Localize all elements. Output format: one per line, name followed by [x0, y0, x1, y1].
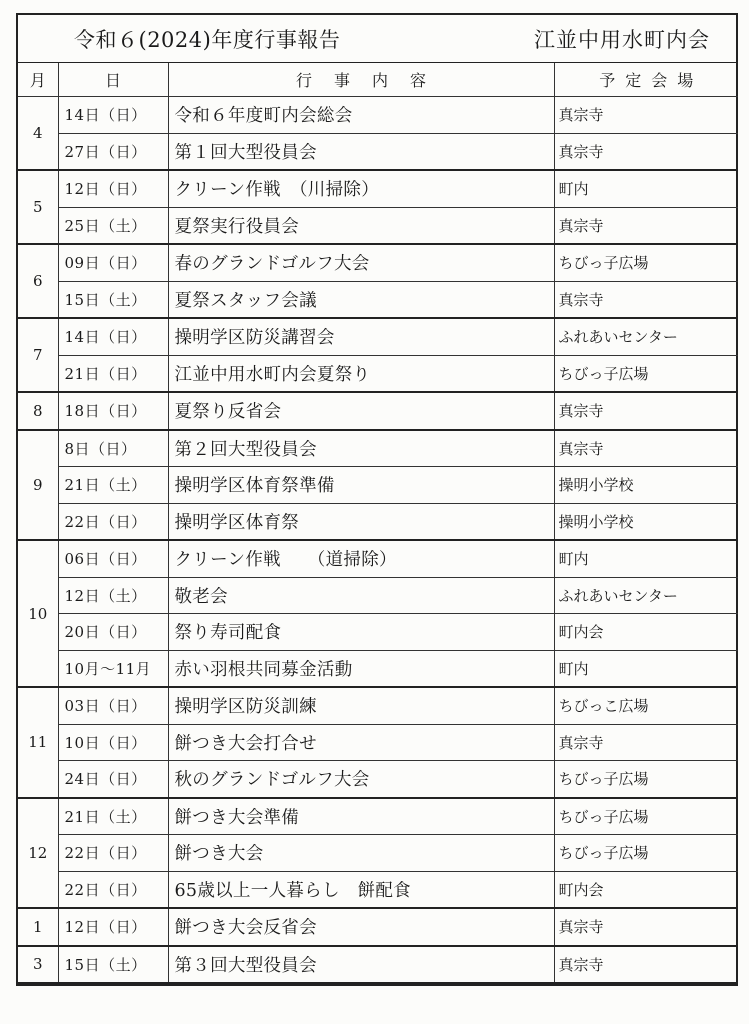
venue-cell: 町内 [554, 170, 738, 207]
event-cell: 祭り寿司配食 [168, 614, 554, 651]
event-report-sheet [16, 13, 738, 986]
month-cell: 5 [18, 170, 58, 244]
date-cell: 14日（日） [58, 318, 168, 355]
organization-name: 江並中用水町内会 [534, 28, 710, 52]
date-cell: 06日（日） [58, 540, 168, 577]
table-row [18, 577, 738, 614]
event-cell: 夏祭スタッフ会議 [168, 281, 554, 318]
event-cell: 餅つき大会 [168, 835, 554, 872]
venue-cell: 真宗寺 [554, 133, 738, 170]
venue-cell: 真宗寺 [554, 908, 738, 946]
date-cell: 25日（土） [58, 207, 168, 244]
table-row [18, 133, 738, 170]
month-cell: 12 [18, 798, 58, 909]
event-cell: 操明学区防災講習会 [168, 318, 554, 355]
venue-cell: 真宗寺 [554, 281, 738, 318]
venue-cell: ふれあいセンター [554, 318, 738, 355]
event-cell: 餅つき大会準備 [168, 798, 554, 835]
venue-cell: ふれあいセンター [554, 577, 738, 614]
table-row [18, 467, 738, 504]
event-cell: 夏祭り反省会 [168, 392, 554, 430]
table-row [18, 244, 738, 281]
table-row [18, 392, 738, 430]
venue-cell: 操明小学校 [554, 467, 738, 504]
table-row [18, 908, 738, 946]
table-row [18, 871, 738, 908]
month-cell: 10 [18, 540, 58, 687]
date-cell: 09日（日） [58, 244, 168, 281]
date-cell: 12日（日） [58, 170, 168, 207]
venue-cell: 真宗寺 [554, 97, 738, 134]
event-cell: 夏祭実行役員会 [168, 207, 554, 244]
month-cell: 7 [18, 318, 58, 392]
table-row [18, 318, 738, 355]
date-cell: 22日（日） [58, 835, 168, 872]
venue-cell: ちびっこ広場 [554, 687, 738, 724]
month-cell: 1 [18, 908, 58, 946]
title-row [18, 15, 736, 63]
date-cell: 21日（日） [58, 355, 168, 392]
table-row [18, 946, 738, 984]
table-row [18, 170, 738, 207]
date-cell: 14日（日） [58, 97, 168, 134]
date-cell: 12日（日） [58, 908, 168, 946]
event-cell: クリーン作戦 （道掃除） [168, 540, 554, 577]
venue-cell: 真宗寺 [554, 724, 738, 761]
venue-cell: 真宗寺 [554, 392, 738, 430]
event-cell: 江並中用水町内会夏祭り [168, 355, 554, 392]
venue-cell: ちびっ子広場 [554, 355, 738, 392]
event-cell: 第１回大型役員会 [168, 133, 554, 170]
venue-cell: 操明小学校 [554, 503, 738, 540]
event-cell: 赤い羽根共同募金活動 [168, 650, 554, 687]
month-cell: 9 [18, 430, 58, 541]
table-header-row [18, 63, 738, 97]
month-cell: 8 [18, 392, 58, 430]
table-row [18, 724, 738, 761]
date-cell: 21日（土） [58, 467, 168, 504]
event-cell: クリーン作戦 （川掃除） [168, 170, 554, 207]
venue-cell: ちびっ子広場 [554, 835, 738, 872]
table-row [18, 540, 738, 577]
column-header-month: 月 [18, 63, 58, 97]
venue-cell: 真宗寺 [554, 207, 738, 244]
column-header-venue: 予定会場 [554, 63, 738, 97]
event-cell: 敬老会 [168, 577, 554, 614]
date-cell: 10月～11月 [58, 650, 168, 687]
table-row [18, 281, 738, 318]
table-row [18, 650, 738, 687]
date-cell: 03日（日） [58, 687, 168, 724]
date-cell: 15日（土） [58, 946, 168, 984]
venue-cell: 町内会 [554, 614, 738, 651]
table-row [18, 503, 738, 540]
table-body [18, 97, 738, 984]
event-cell: 秋のグランドゴルフ大会 [168, 761, 554, 798]
date-cell: 15日（土） [58, 281, 168, 318]
table-row [18, 614, 738, 651]
event-cell: 餅つき大会打合せ [168, 724, 554, 761]
venue-cell: 真宗寺 [554, 430, 738, 467]
table-row [18, 687, 738, 724]
event-cell: 操明学区体育祭 [168, 503, 554, 540]
month-cell: 4 [18, 97, 58, 171]
event-cell: 令和６年度町内会総会 [168, 97, 554, 134]
date-cell: 12日（土） [58, 577, 168, 614]
table-row [18, 97, 738, 134]
date-cell: 24日（日） [58, 761, 168, 798]
month-cell: 6 [18, 244, 58, 318]
venue-cell: 町内会 [554, 871, 738, 908]
venue-cell: 真宗寺 [554, 946, 738, 984]
date-cell: 27日（日） [58, 133, 168, 170]
table-row [18, 207, 738, 244]
column-header-event: 行事内容 [168, 63, 554, 97]
table-row [18, 835, 738, 872]
month-cell: 11 [18, 687, 58, 798]
month-cell: 3 [18, 946, 58, 984]
event-cell: 操明学区体育祭準備 [168, 467, 554, 504]
venue-cell: ちびっ子広場 [554, 798, 738, 835]
report-title: 令和６(2024)年度行事報告 [74, 28, 341, 52]
event-cell: 第２回大型役員会 [168, 430, 554, 467]
venue-cell: 町内 [554, 540, 738, 577]
event-cell: 65歳以上一人暮らし 餅配食 [168, 871, 554, 908]
table-row [18, 798, 738, 835]
table-row [18, 761, 738, 798]
event-cell: 第３回大型役員会 [168, 946, 554, 984]
date-cell: 22日（日） [58, 503, 168, 540]
date-cell: 18日（日） [58, 392, 168, 430]
date-cell: 8日（日） [58, 430, 168, 467]
table-row [18, 430, 738, 467]
table-row [18, 355, 738, 392]
event-cell: 操明学区防災訓練 [168, 687, 554, 724]
venue-cell: 町内 [554, 650, 738, 687]
date-cell: 20日（日） [58, 614, 168, 651]
venue-cell: ちびっ子広場 [554, 244, 738, 281]
date-cell: 22日（日） [58, 871, 168, 908]
date-cell: 10日（日） [58, 724, 168, 761]
date-cell: 21日（土） [58, 798, 168, 835]
venue-cell: ちびっ子広場 [554, 761, 738, 798]
event-cell: 餅つき大会反省会 [168, 908, 554, 946]
column-header-date: 日 [58, 63, 168, 97]
event-table [18, 63, 738, 984]
event-cell: 春のグランドゴルフ大会 [168, 244, 554, 281]
